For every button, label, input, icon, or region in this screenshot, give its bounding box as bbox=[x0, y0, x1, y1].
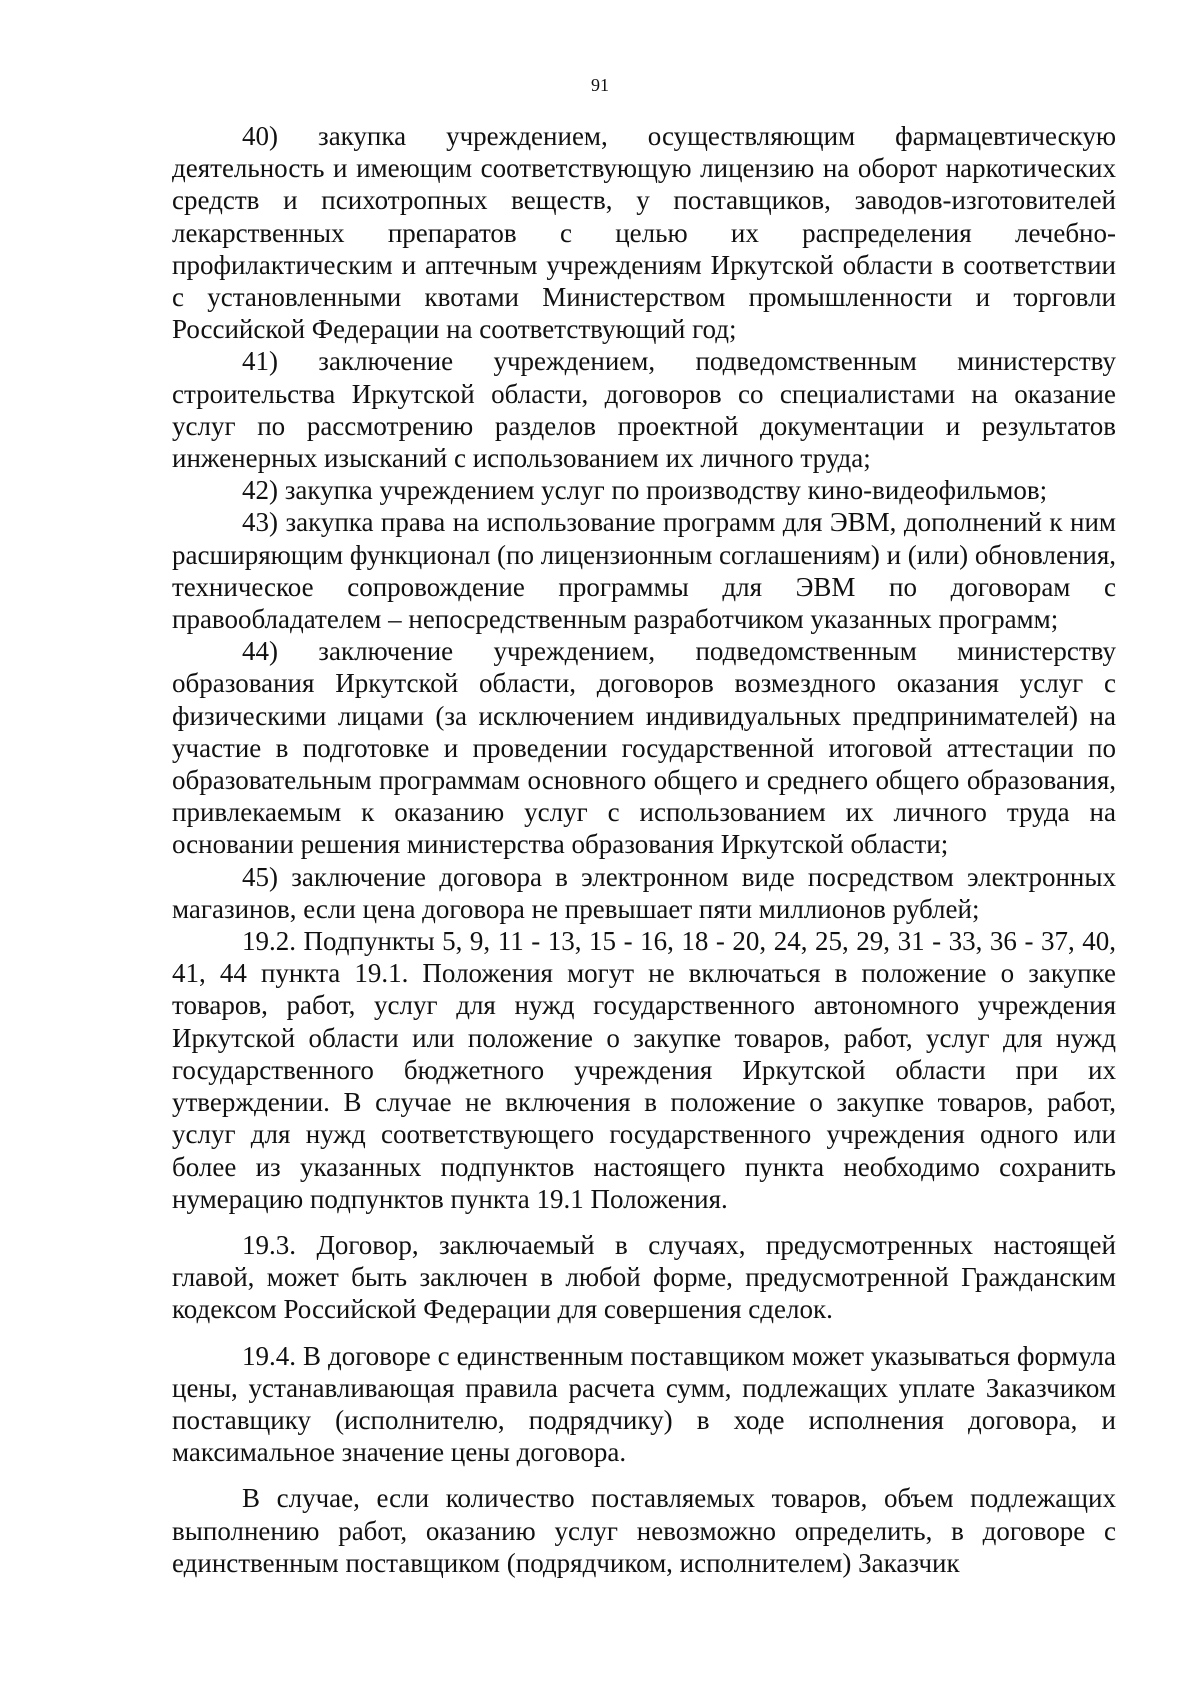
document-body bbox=[172, 120, 1116, 1579]
paragraph-clause-19-2: 19.2. Подпункты 5, 9, 11 - 13, 15 - 16, 18 - 20, 24, 25, 29, 31 - 33, 36 - 37, 40, 41, 44 пункта 19.1. Положения могут не включаться в положение о закупке товаров, работ, услуг для нужд государственного автономного учреждения Иркутской области или положение о закупке товаров, работ, услуг для нужд государственного бюджетного учреждения Иркутской области при их утверждении. В случае не включения в положение о закупке товаров, работ, услуг для нужд соответствующего государственного учреждения одного или более из указанных подпунктов настоящего пункта необходимо сохранить нумерацию подпунктов пункта 19.1 Положения. bbox=[172, 926, 1116, 1214]
paragraph-quantity-case: В случае, если количество поставляемых товаров, объем подлежащих выполнению работ, оказанию услуг невозможно определить, в договоре с единственным поставщиком (подрядчиком, исполнителем) Заказчик bbox=[172, 1483, 1116, 1578]
paragraph-item-42: 42) закупка учреждением услуг по производству кино-видеофильмов; bbox=[242, 475, 1048, 506]
page-number: 91 bbox=[591, 75, 609, 95]
paragraph-clause-19-3: 19.3. Договор, заключаемый в случаях, предусмотренных настоящей главой, может быть заключен в любой форме, предусмотренной Гражданским кодексом Российской Федерации для совершения сделок. bbox=[172, 1229, 1116, 1325]
paragraph-item-40: 40) закупка учреждением, осуществляющим фармацевтическую деятельность и имеющим соответствующую лицензию на оборот наркотических средств и психотропных веществ, у поставщиков, заводов-изготовителей лекарственных препаратов с целью их распределения лечебно-профилактическим и аптечным учреждениям Иркутской области в соответствии с установленными квотами Министерством промышленности и торговли Российской Федерации на соответствующий год; bbox=[172, 121, 1116, 345]
paragraph-item-43: 43) закупка права на использование программ для ЭВМ, дополнений к ним расширяющим функционал (по лицензионным соглашениям) и (или) обновления, техническое сопровождение программы для ЭВМ по договорам с правообладателем – непосредственным разработчиком указанных программ; bbox=[172, 507, 1117, 635]
paragraph-item-41: 41) заключение учреждением, подведомственным министерству строительства Иркутской области, договоров со специалистами на оказание услуг по рассмотрению разделов проектной документации и результатов инженерных изысканий с использованием их личного труда; bbox=[172, 346, 1116, 474]
paragraph-item-44: 44) заключение учреждением, подведомственным министерству образования Иркутской области, договоров возмездного оказания услуг с физическими лицами (за исключением индивидуальных предпринимателей) на участие в подготовке и проведении государственной итоговой аттестации по образовательным программам основного общего и среднего общего образования, привлекаемым к оказанию услуг с использованием их личного труда на основании решения министерства образования Иркутской области; bbox=[172, 636, 1116, 860]
paragraph-clause-19-4: 19.4. В договоре с единственным поставщиком может указываться формула цены, устанавливающая правила расчета сумм, подлежащих уплате Заказчиком поставщику (исполнителю, подрядчику) в ходе исполнения договора, и максимальное значение цены договора. bbox=[172, 1340, 1116, 1468]
paragraph-item-45: 45) заключение договора в электронном виде посредством электронных магазинов, если цена договора не превышает пяти миллионов рублей; bbox=[172, 861, 1116, 924]
